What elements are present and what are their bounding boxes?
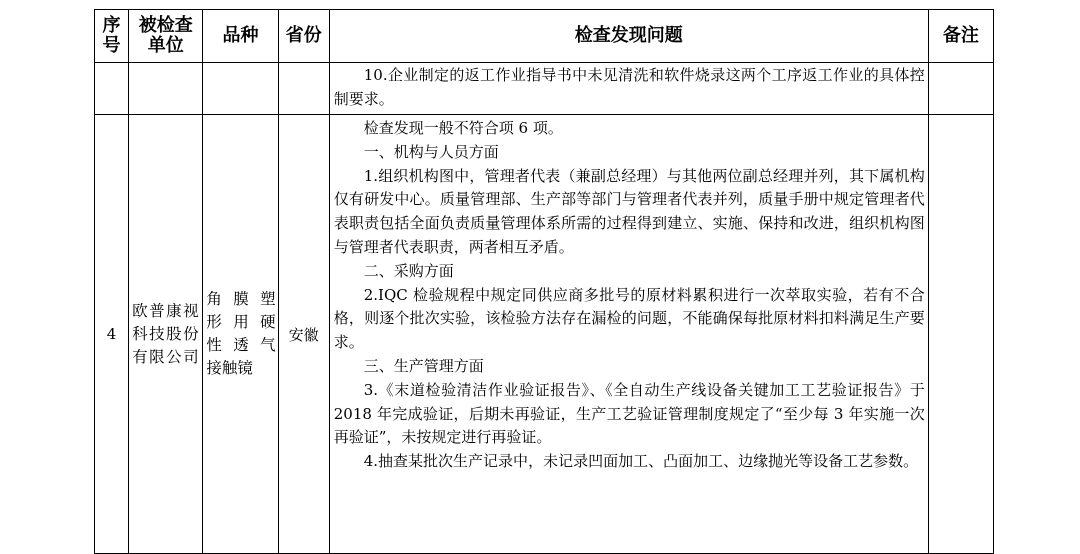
product-line: 性 透 气 <box>206 336 276 354</box>
cell-unit: 欧普康视科技股份有限公司 <box>129 115 203 554</box>
header-note: 备注 <box>928 10 993 63</box>
cell-product <box>203 115 278 554</box>
issue-paragraph: 一、机构与人员方面 <box>363 142 499 161</box>
cell-product <box>203 63 278 115</box>
issue-paragraph: 二、采购方面 <box>363 261 454 280</box>
header-seq: 序 号 <box>95 10 129 63</box>
issue-paragraph: 3.《末道检验清洁作业验证报告》、《全自动生产线设备关键加工工艺验证报告》于 2018 年完成验证，后期未再验证，生产工艺验证管理制度规定了“至少每 3 年实施一次再验证”，未按规定进行再验证。 <box>333 380 925 447</box>
cell-unit <box>129 63 203 115</box>
product-line: 角 膜 塑 <box>206 290 276 308</box>
header-unit: 被检查 单位 <box>129 10 203 63</box>
header-province: 省份 <box>278 10 329 63</box>
table-row <box>95 115 994 554</box>
issue-paragraph: 1.组织机构图中，管理者代表（兼副总经理）与其他两位副总经理并列，其下属机构仅有研发中心。质量管理部、生产部等部门与管理者代表并列，质量手册中规定管理者代表职责包括全面负责质量管理体系所需的过程得到建立、实施、保持和改进，组织机构图与管理者代表职责，两者相互矛盾。 <box>333 166 925 256</box>
product-line: 接触镜 <box>206 359 253 377</box>
cell-province: 安徽 <box>278 115 329 554</box>
header-product: 品种 <box>203 10 278 63</box>
issue-paragraph: 4.抽查某批次生产记录中，未记录凹面加工、凸面加工、边缘抛光等设备工艺参数。 <box>363 452 919 471</box>
issue-paragraph: 三、生产管理方面 <box>363 356 484 375</box>
header-issues: 检查发现问题 <box>329 10 928 63</box>
cell-issues <box>329 115 928 554</box>
cell-note <box>928 63 993 115</box>
issue-paragraph: 检查发现一般不符合项 6 项。 <box>363 119 563 137</box>
header-row <box>95 10 994 63</box>
product-line: 形 用 硬 <box>206 313 276 331</box>
cell-seq: 4 <box>95 115 129 554</box>
cell-seq <box>95 63 129 115</box>
cell-issues <box>329 63 928 115</box>
issue-paragraph: 10.企业制定的返工作业指导书中未见清洗和软件烧录这两个工序返工作业的具体控制要求。 <box>333 66 925 108</box>
cell-province <box>278 63 329 115</box>
issue-paragraph: 2.IQC 检验规程中规定同供应商多批号的原材料累积进行一次萃取实验，若有不合格，则逐个批次实验，该检验方法存在漏检的问题，不能确保每批原材料扣料满足生产要求。 <box>333 285 925 352</box>
table-row <box>95 63 994 115</box>
cell-note <box>928 115 993 554</box>
inspection-table <box>94 9 994 554</box>
